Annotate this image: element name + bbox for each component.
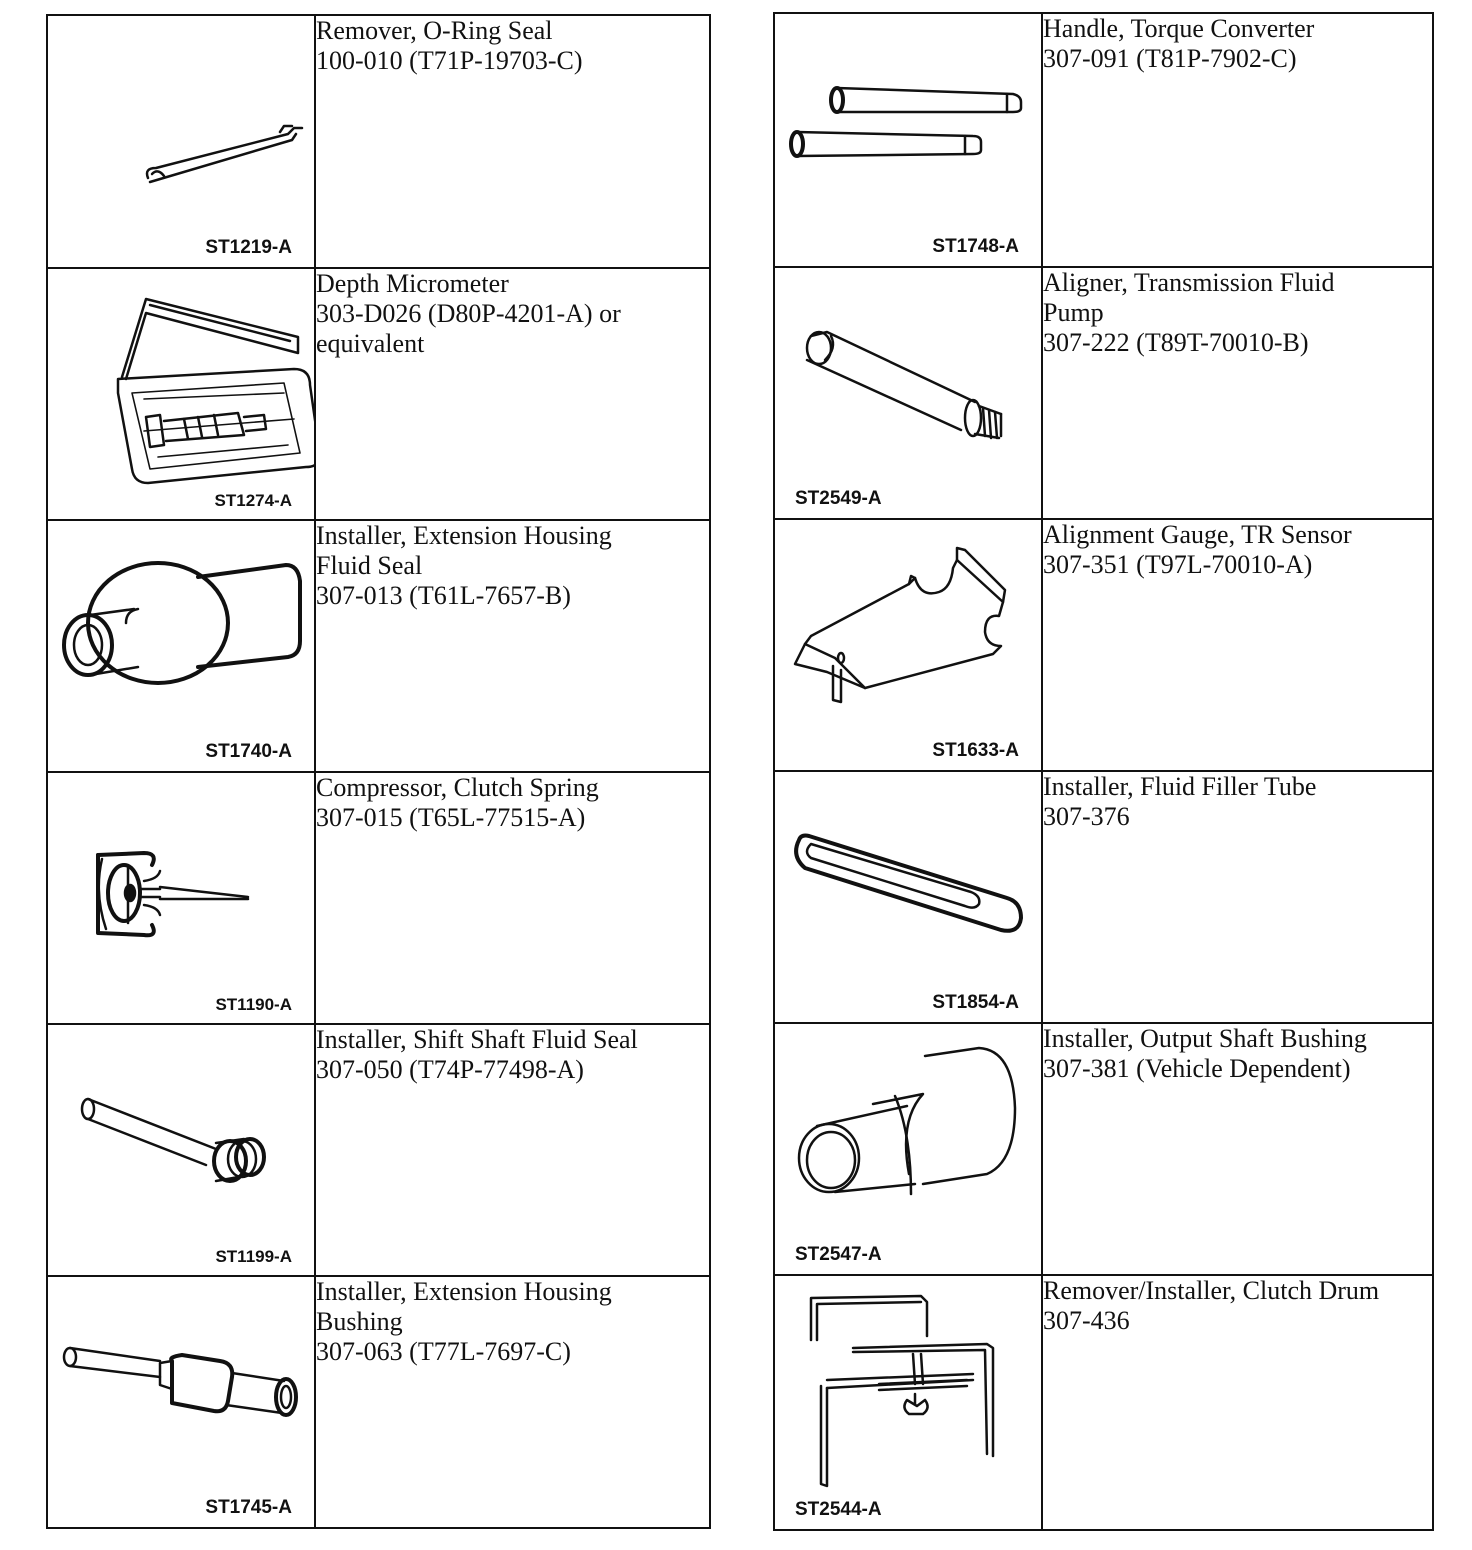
tool-number: 100-010 (T71P-19703-C) [316, 46, 583, 75]
tool-number: 307-050 (T74P-77498-A) [316, 1055, 584, 1084]
tool-name-cont: Fluid Seal [316, 551, 423, 580]
tool-number: 307-013 (T61L-7657-B) [316, 581, 571, 610]
tool-name: Remover, O-Ring Seal [316, 16, 553, 45]
tool-illustration-cell [47, 1024, 315, 1276]
tool-row [47, 268, 710, 520]
illustration-code: ST2544-A [795, 1499, 882, 1520]
illustration-code: ST1745-A [205, 1497, 292, 1518]
tool-illustration-cell [47, 772, 315, 1024]
tool-description-cell [1042, 267, 1433, 519]
o-ring-remover-illustration [48, 16, 314, 269]
tool-illustration-cell [774, 13, 1042, 267]
tool-illustration-cell [47, 1276, 315, 1528]
fluid-filler-tube-installer-illustration [775, 772, 1041, 1024]
left-tool-table [46, 14, 711, 1529]
tool-name: Installer, Extension Housing [316, 521, 612, 550]
tool-name-cont: Bushing [316, 1307, 403, 1336]
tool-description-cell [1042, 1275, 1433, 1530]
tool-note: equivalent [316, 329, 425, 358]
illustration-code: ST1219-A [205, 237, 292, 258]
right-tool-table [773, 12, 1434, 1531]
tool-illustration-cell [774, 1275, 1042, 1530]
output-shaft-bushing-installer-illustration [775, 1024, 1041, 1276]
torque-converter-handle-illustration [775, 14, 1041, 268]
tool-name: Aligner, Transmission Fluid [1043, 268, 1335, 297]
tool-row [47, 1276, 710, 1528]
tool-illustration-cell [774, 267, 1042, 519]
illustration-code: ST1854-A [932, 992, 1019, 1013]
tool-row [47, 772, 710, 1024]
tool-number: 307-436 [1043, 1306, 1130, 1335]
tool-illustration-cell [47, 520, 315, 772]
tool-name: Depth Micrometer [316, 269, 509, 298]
tool-illustration-cell [47, 268, 315, 520]
tool-number: 303-D026 (D80P-4201-A) or [316, 299, 621, 328]
tool-name: Alignment Gauge, TR Sensor [1043, 520, 1352, 549]
tool-name: Remover/Installer, Clutch Drum [1043, 1276, 1380, 1305]
tool-description-cell [315, 520, 710, 772]
tool-illustration-cell [774, 771, 1042, 1023]
extension-housing-seal-installer-illustration [48, 521, 314, 773]
tool-name: Handle, Torque Converter [1043, 14, 1315, 43]
illustration-code: ST2547-A [795, 1244, 882, 1265]
tool-number: 307-222 (T89T-70010-B) [1043, 328, 1309, 357]
tool-row [47, 520, 710, 772]
tool-description-cell [315, 268, 710, 520]
depth-micrometer-illustration [48, 269, 314, 521]
tool-number: 307-063 (T77L-7697-C) [316, 1337, 571, 1366]
tool-row [774, 771, 1433, 1023]
tool-number: 307-381 (Vehicle Dependent) [1043, 1054, 1351, 1083]
tool-illustration-cell [774, 519, 1042, 771]
illustration-code: ST1190-A [215, 995, 292, 1014]
tool-number: 307-351 (T97L-70010-A) [1043, 550, 1313, 579]
tool-row [774, 1023, 1433, 1275]
tool-name: Installer, Extension Housing [316, 1277, 612, 1306]
tool-row [47, 1024, 710, 1276]
tool-row [774, 13, 1433, 267]
tool-illustration-cell [774, 1023, 1042, 1275]
extension-housing-bushing-installer-illustration [48, 1277, 314, 1529]
tool-name: Compressor, Clutch Spring [316, 773, 599, 802]
tool-description-cell [315, 772, 710, 1024]
tool-description-cell [315, 15, 710, 268]
tool-row [774, 1275, 1433, 1530]
illustration-code: ST1633-A [932, 740, 1019, 761]
tool-name: Installer, Shift Shaft Fluid Seal [316, 1025, 638, 1054]
tool-number: 307-091 (T81P-7902-C) [1043, 44, 1297, 73]
tool-number: 307-015 (T65L-77515-A) [316, 803, 586, 832]
tool-description-cell [315, 1276, 710, 1528]
tool-name: Installer, Output Shaft Bushing [1043, 1024, 1367, 1053]
tool-description-cell [1042, 519, 1433, 771]
tool-name: Installer, Fluid Filler Tube [1043, 772, 1317, 801]
illustration-code: ST1740-A [205, 741, 292, 762]
illustration-code: ST2549-A [795, 488, 882, 509]
tr-sensor-alignment-gauge-illustration [775, 520, 1041, 772]
clutch-spring-compressor-illustration [48, 773, 314, 1025]
illustration-code: ST1274-A [214, 491, 292, 510]
illustration-code: ST1748-A [932, 236, 1019, 257]
illustration-code: ST1199-A [215, 1247, 292, 1266]
tool-row [47, 15, 710, 268]
tool-row [774, 519, 1433, 771]
tool-description-cell [1042, 1023, 1433, 1275]
fluid-pump-aligner-illustration [775, 268, 1041, 520]
shift-shaft-seal-installer-illustration [48, 1025, 314, 1277]
tool-illustration-cell [47, 15, 315, 268]
tool-description-cell [1042, 771, 1433, 1023]
tool-row [774, 267, 1433, 519]
tool-description-cell [1042, 13, 1433, 267]
tool-description-cell [315, 1024, 710, 1276]
tool-name-cont: Pump [1043, 298, 1104, 327]
tool-number: 307-376 [1043, 802, 1130, 831]
clutch-drum-remover-installer-illustration [775, 1276, 1041, 1531]
